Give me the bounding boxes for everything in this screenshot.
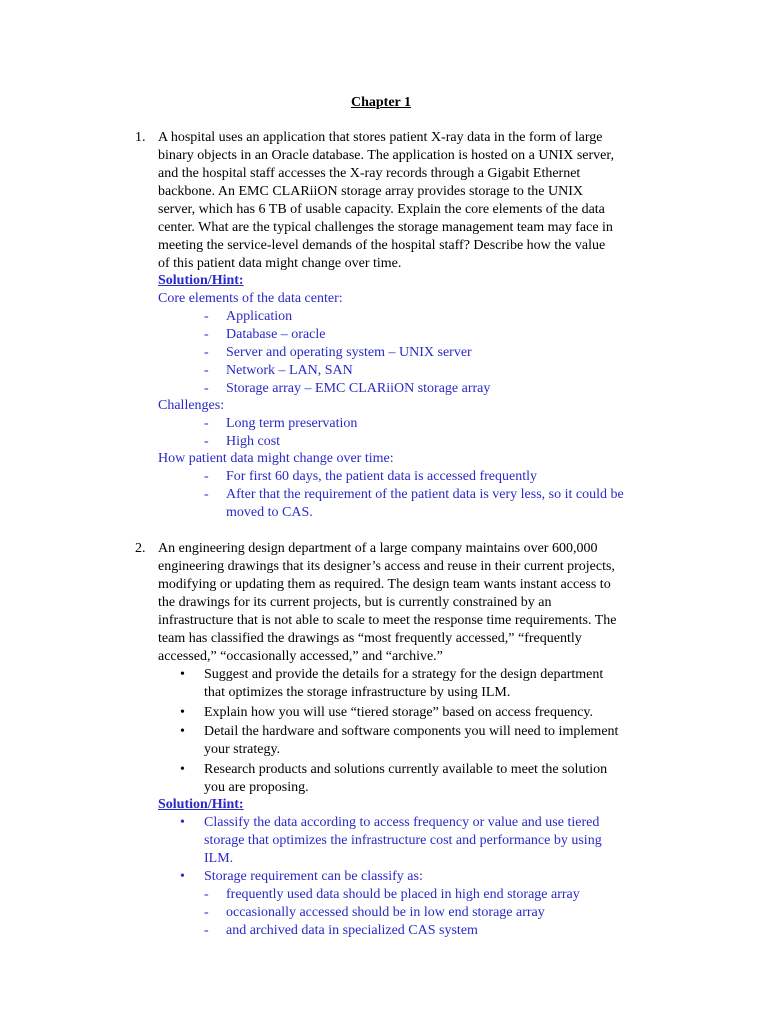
bullet-item: ILM. [204, 851, 234, 866]
bullet-marker: • [180, 724, 185, 739]
dash-marker: - [204, 345, 209, 360]
q1-line: binary objects in an Oracle database. The application is hosted on a UNIX server, [158, 148, 614, 163]
bullet-item: Suggest and provide the details for a strategy for the design department [204, 667, 604, 682]
q1-line: of this patient data might change over time. [158, 256, 402, 271]
list-item: Application [226, 309, 293, 324]
bullet-item: Research products and solutions currently available to meet the solution [204, 762, 608, 777]
dash-marker: - [204, 381, 209, 396]
list-item: After that the requirement of the patient data is very less, so it could be [226, 487, 624, 502]
section-label: Challenges: [158, 398, 225, 413]
section-label: Core elements of the data center: [158, 291, 343, 306]
list-item: frequently used data should be placed in high end storage array [226, 887, 580, 902]
q2-line: An engineering design department of a large company maintains over 600,000 [158, 541, 598, 556]
list-item: Network – LAN, SAN [226, 363, 353, 378]
list-item: and archived data in specialized CAS system [226, 923, 478, 938]
bullet-item: your strategy. [204, 742, 281, 757]
list-item: Server and operating system – UNIX server [226, 345, 472, 360]
dash-marker: - [204, 487, 209, 502]
bullet-marker: • [180, 869, 185, 884]
q2-line: the drawings for its current projects, but is currently constrained by an [158, 595, 552, 610]
bullet-item: storage that optimizes the infrastructure cost and performance by using [204, 833, 602, 848]
bullet-marker: • [180, 667, 185, 682]
dash-marker: - [204, 469, 209, 484]
q1-line: meeting the service-level demands of the hospital staff? Describe how the value [158, 238, 606, 253]
q1-line: A hospital uses an application that stores patient X-ray data in the form of large [158, 130, 603, 145]
q2-line: modifying or updating them as required. The design team wants instant access to [158, 577, 611, 592]
list-item: occasionally accessed should be in low end storage array [226, 905, 545, 920]
dash-marker: - [204, 905, 209, 920]
q1-line: server, which has 6 TB of usable capacity. Explain the core elements of the data [158, 202, 605, 217]
list-item: moved to CAS. [226, 505, 313, 520]
dash-marker: - [204, 923, 209, 938]
solution-hint-heading: Solution/Hint: [158, 797, 244, 812]
chapter-title: Chapter 1 [351, 95, 412, 110]
dash-marker: - [204, 327, 209, 342]
bullet-item: you are proposing. [204, 780, 309, 795]
bullet-marker: • [180, 815, 185, 830]
section-label: How patient data might change over time: [158, 451, 394, 466]
list-item: Storage array – EMC CLARiiON storage array [226, 381, 491, 396]
dash-marker: - [204, 416, 209, 431]
bullet-item: Detail the hardware and software components you will need to implement [204, 724, 619, 739]
bullet-marker: • [180, 705, 185, 720]
bullet-item: Storage requirement can be classify as: [204, 869, 423, 884]
question-2-number: 2. [135, 541, 146, 556]
dash-marker: - [204, 309, 209, 324]
bullet-marker: • [180, 762, 185, 777]
bullet-item: Explain how you will use “tiered storage” based on access frequency. [204, 705, 594, 720]
list-item: Long term preservation [226, 416, 358, 431]
q1-line: backbone. An EMC CLARiiON storage array provides storage to the UNIX [158, 184, 583, 199]
q1-line: and the hospital staff accesses the X-ray records through a Gigabit Ethernet [158, 166, 581, 181]
q2-line: accessed,” “occasionally accessed,” and “archive.” [158, 649, 443, 664]
dash-marker: - [204, 363, 209, 378]
dash-marker: - [204, 434, 209, 449]
q2-line: infrastructure that is not able to scale to meet the response time requirements. The [158, 613, 617, 628]
q2-line: engineering drawings that its designer’s access and reuse in their current projects, [158, 559, 615, 574]
solution-hint-heading: Solution/Hint: [158, 273, 244, 288]
list-item: For first 60 days, the patient data is accessed frequently [226, 469, 538, 484]
question-1-number: 1. [135, 130, 146, 145]
dash-marker: - [204, 887, 209, 902]
list-item: High cost [226, 434, 281, 449]
list-item: Database – oracle [226, 327, 326, 342]
q2-line: team has classified the drawings as “most frequently accessed,” “frequently [158, 631, 582, 646]
bullet-item: that optimizes the storage infrastructure by using ILM. [204, 685, 511, 700]
q1-line: center. What are the typical challenges the storage management team may face in [158, 220, 613, 235]
bullet-item: Classify the data according to access frequency or value and use tiered [204, 815, 600, 830]
